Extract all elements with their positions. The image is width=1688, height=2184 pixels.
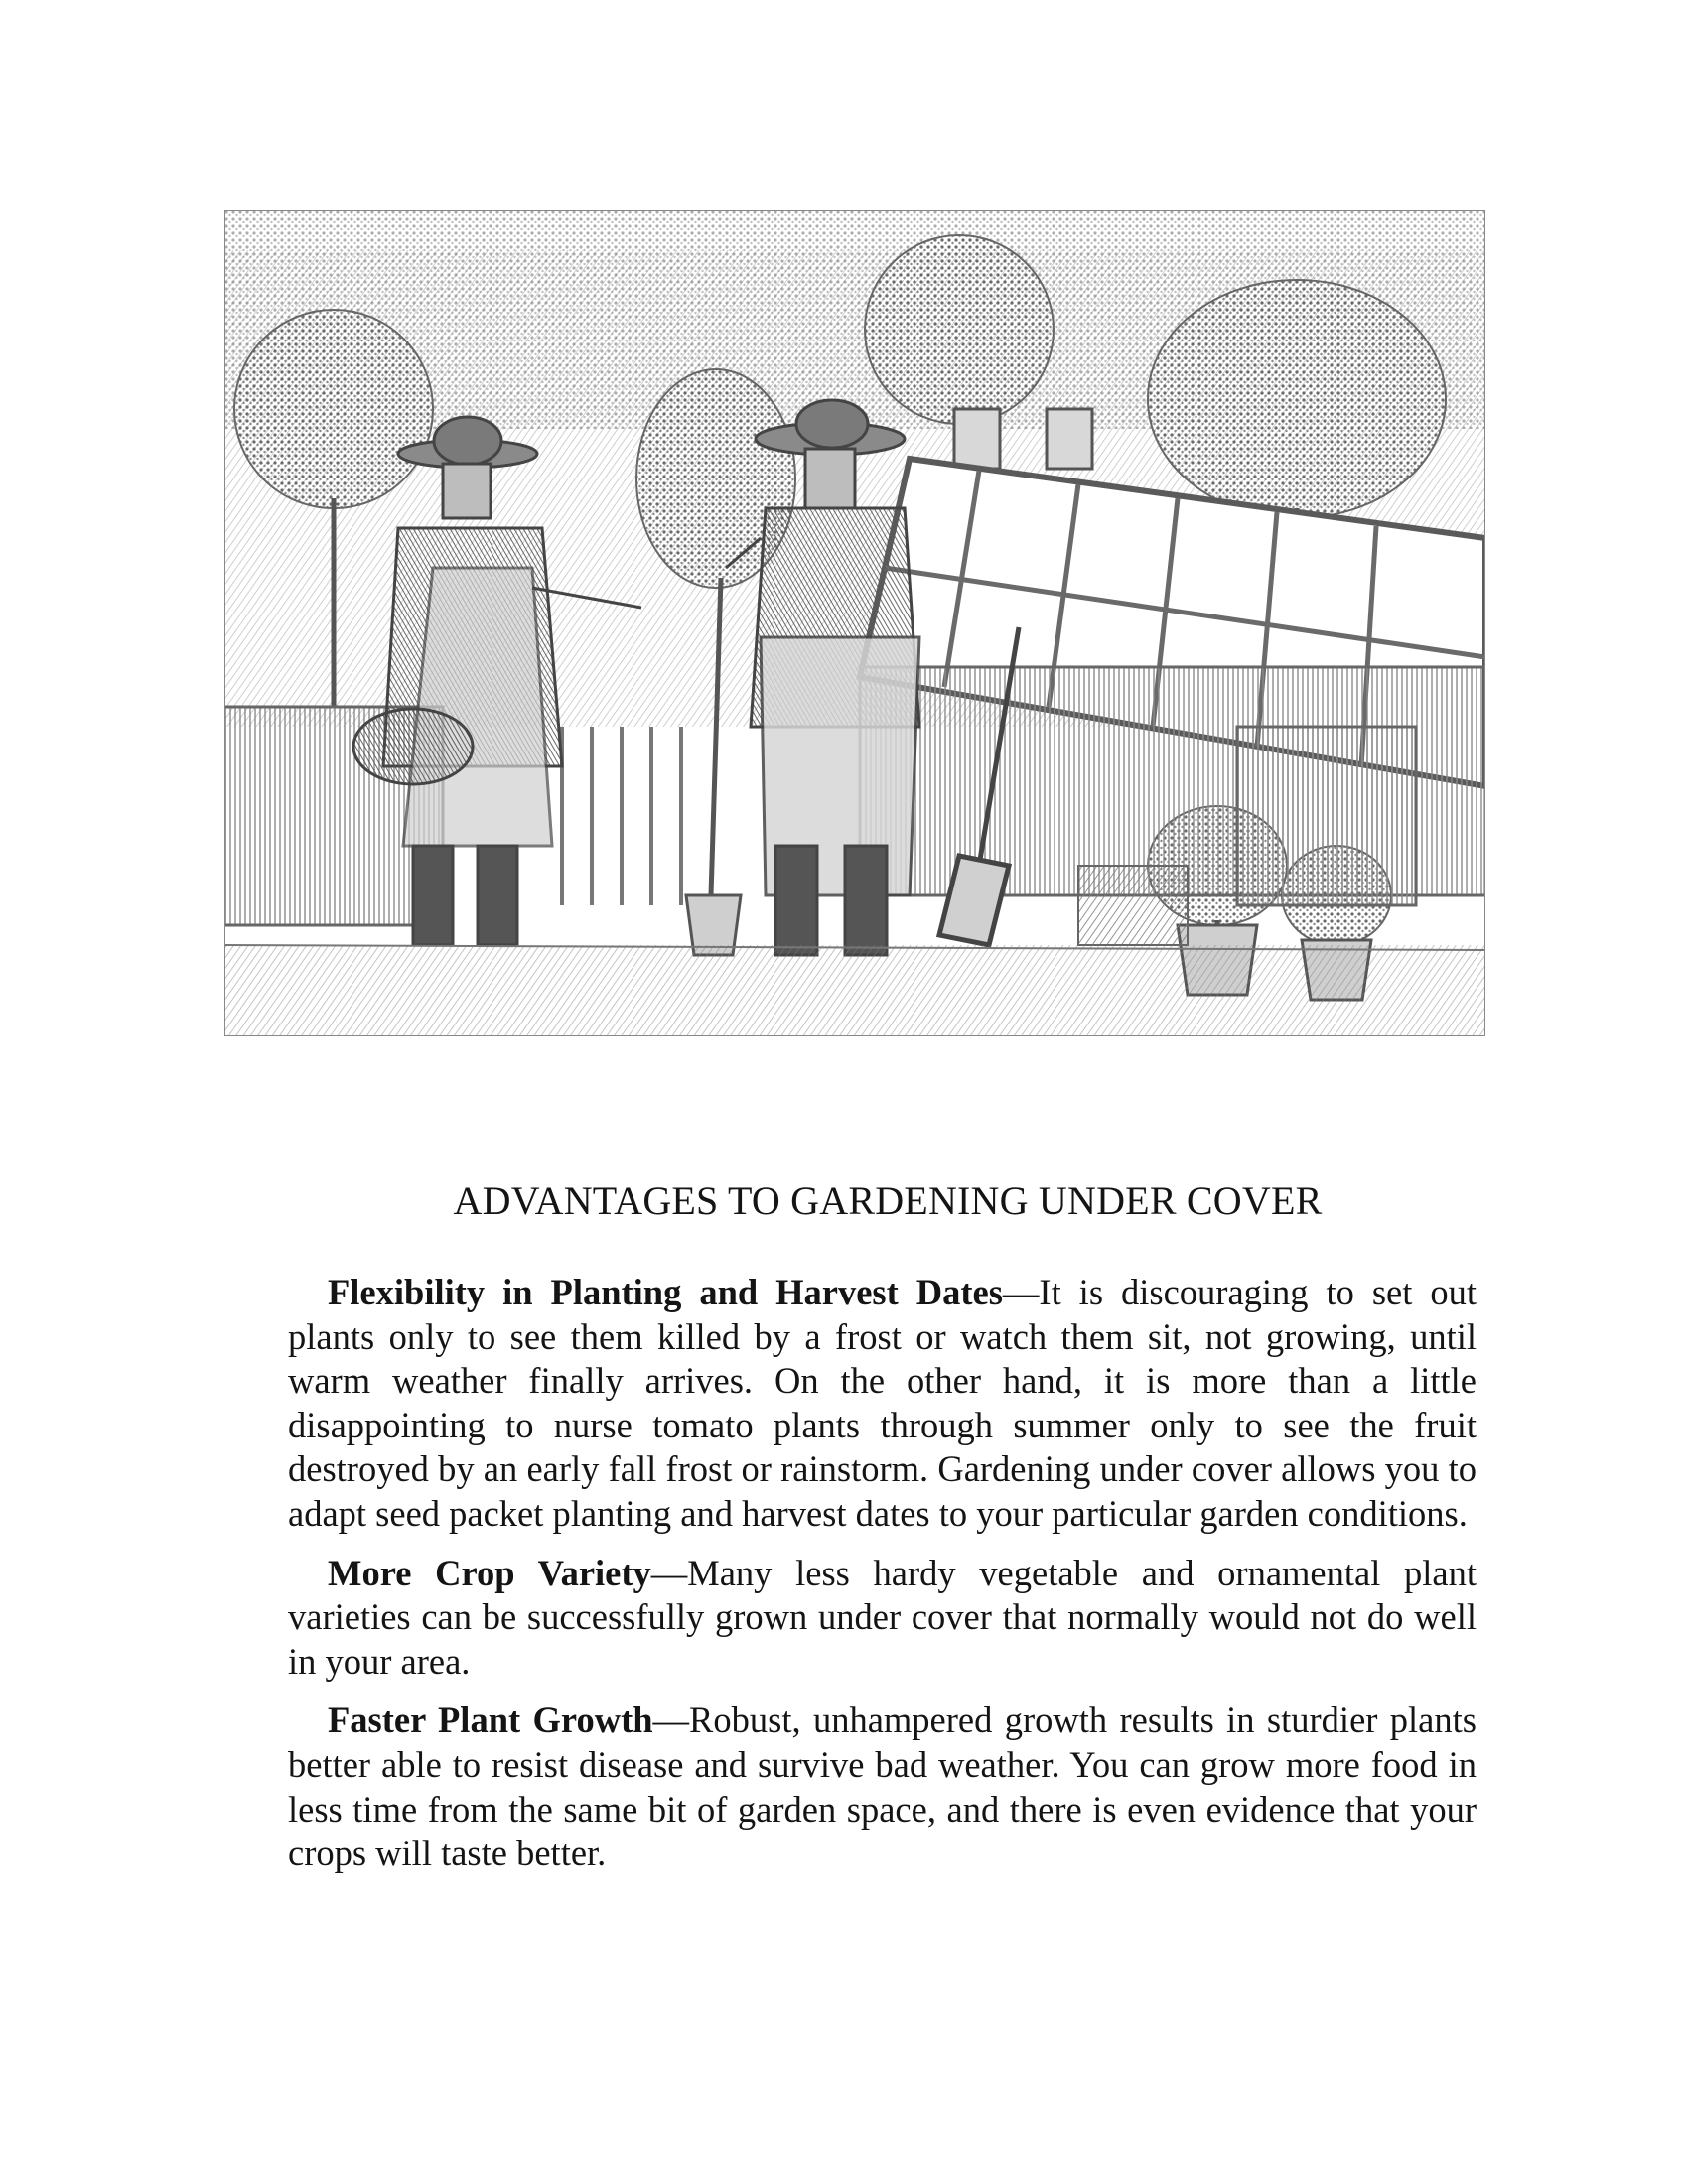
paragraph-lead: Faster Plant Growth (328, 1700, 653, 1741)
section-heading: ADVANTAGES TO GARDENING UNDER COVER (453, 1178, 1323, 1223)
em-dash: — (650, 1552, 688, 1593)
em-dash: — (652, 1700, 690, 1741)
paragraph-lead: More Crop Variety (328, 1552, 651, 1593)
paragraph-flexibility (288, 1271, 1477, 1537)
paragraph-text: It is discouraging to set out plants only to see them killed by a frost or watch them sit, not growing, until warm weather finally arrives. On the other hand, it is more than a little disappointing to nurse tomato plants through summer only to see the fruit destroyed by an early fall frost or rainstorm. Gardening under cover allows you to adapt seed packet planting and harvest dates to your particular garden conditions. (288, 1272, 1477, 1534)
em-dash: — (1002, 1272, 1040, 1312)
paragraph-text: Robust, unhampered growth results in sturdier plants better able to resist disease and survive bad weather. You can grow more food in less time from the same bit of garden space, and there is even evidence that your crops will taste better. (288, 1700, 1477, 1874)
paragraph-plant-growth (288, 1699, 1477, 1875)
paragraph-lead: Flexibility in Planting and Harvest Dates (328, 1272, 1003, 1312)
body-text (288, 1271, 1477, 1891)
paragraph-crop-variety (288, 1552, 1477, 1685)
engraving-image (224, 210, 1485, 1036)
paragraph-text: Many less hardy vegetable and ornamental plant varieties can be successfully grown under cover that normally would not do well in your area. (288, 1552, 1477, 1682)
garden-illustration (224, 210, 1485, 1036)
